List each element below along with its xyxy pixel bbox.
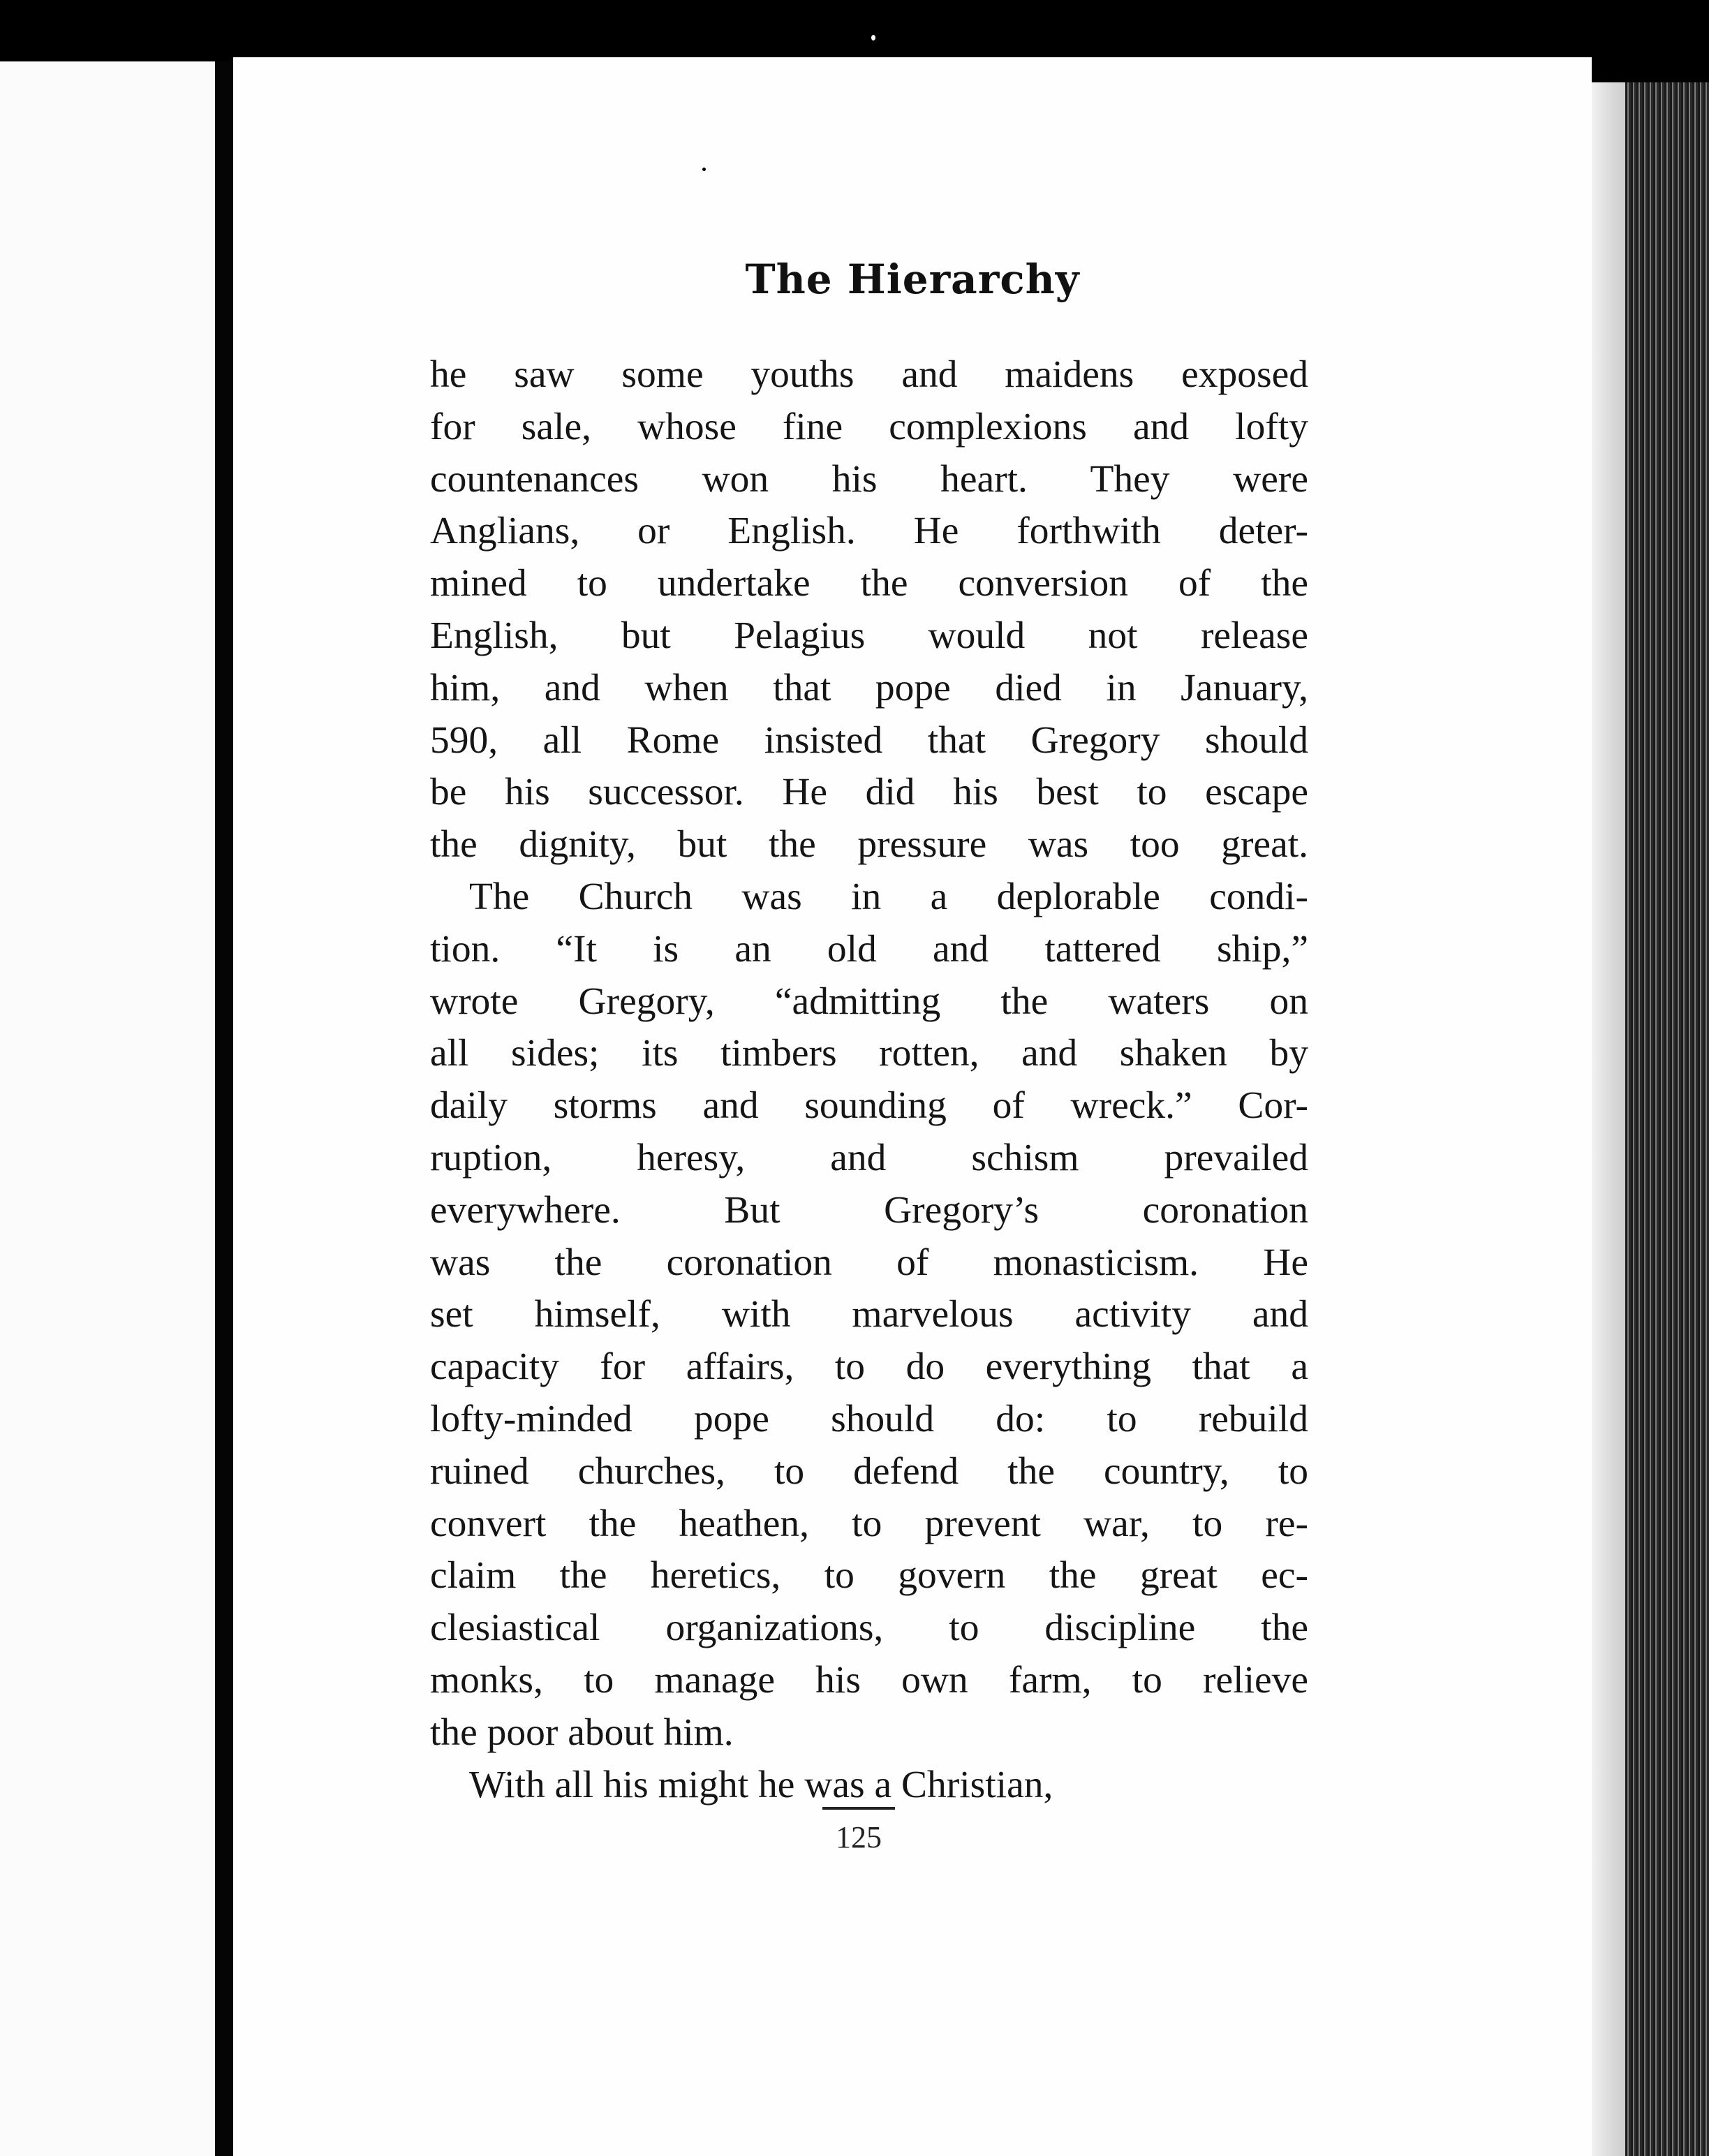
- text-line: set himself, with marvelous activity and: [430, 1293, 1308, 1336]
- text-line: he saw some youths and maidens exposed: [430, 353, 1308, 396]
- gutter: [215, 61, 233, 2156]
- running-head: The Hierarchy: [745, 256, 1080, 303]
- text-line: him, and when that pope died in January,: [430, 666, 1308, 709]
- text-line: claim the heretics, to govern the great ec-: [430, 1554, 1308, 1597]
- text-line: mined to undertake the conversion of the: [430, 562, 1308, 605]
- text-line: everywhere. But Gregory’s coronation: [430, 1188, 1308, 1232]
- page-stack-edge: [1625, 82, 1709, 2156]
- paragraph-2: [430, 871, 1308, 1759]
- text-line: the dignity, but the pressure was too great.: [430, 823, 1308, 866]
- page-number: 125: [836, 1820, 882, 1854]
- text-line: ruined churches, to defend the country, to: [430, 1449, 1308, 1493]
- text-line: wrote Gregory, “admitting the waters on: [430, 980, 1308, 1023]
- body-text: [430, 349, 1308, 1811]
- text-line: was the coronation of monasticism. He: [430, 1241, 1308, 1284]
- folio-rule: [822, 1807, 895, 1810]
- text-line: tion. “It is an old and tattered ship,”: [430, 927, 1308, 970]
- text-line: The Church was in a deplorable condi-: [469, 875, 1308, 918]
- scan-speck: [82, 25, 88, 29]
- text-line: all sides; its timbers rotten, and shaken by: [430, 1032, 1308, 1075]
- text-line: Anglians, or English. He forthwith deter-: [430, 510, 1308, 553]
- text-line: lofty-minded pope should do: to rebuild: [430, 1397, 1308, 1440]
- text-line: English, but Pelagius would not release: [430, 614, 1308, 657]
- scan-speck: [702, 168, 706, 171]
- text-line: 590, all Rome insisted that Gregory should: [430, 718, 1308, 762]
- scan-speck: [871, 35, 875, 40]
- text-line: convert the heathen, to prevent war, to re-: [430, 1502, 1308, 1545]
- text-line: With all his might he was a Christian,: [469, 1763, 1053, 1806]
- text-line: be his successor. He did his best to escape: [430, 771, 1308, 814]
- text-line: monks, to manage his own farm, to relieve: [430, 1658, 1308, 1701]
- text-line: clesiastical organizations, to discipline the: [430, 1607, 1308, 1650]
- text-line: ruption, heresy, and schism prevailed: [430, 1136, 1308, 1179]
- text-line: the poor about him.: [430, 1711, 734, 1754]
- paragraph-3: [430, 1759, 1308, 1812]
- previous-page-edge: [0, 61, 215, 2156]
- text-line: daily storms and sounding of wreck.” Cor-: [430, 1084, 1308, 1128]
- text-line: capacity for affairs, to do everything that a: [430, 1345, 1308, 1389]
- paragraph-1: [430, 349, 1308, 871]
- page-fore-edge: [1592, 82, 1625, 2156]
- text-line: countenances won his heart. They were: [430, 457, 1308, 501]
- text-line: for sale, whose fine complexions and lofty: [430, 405, 1308, 448]
